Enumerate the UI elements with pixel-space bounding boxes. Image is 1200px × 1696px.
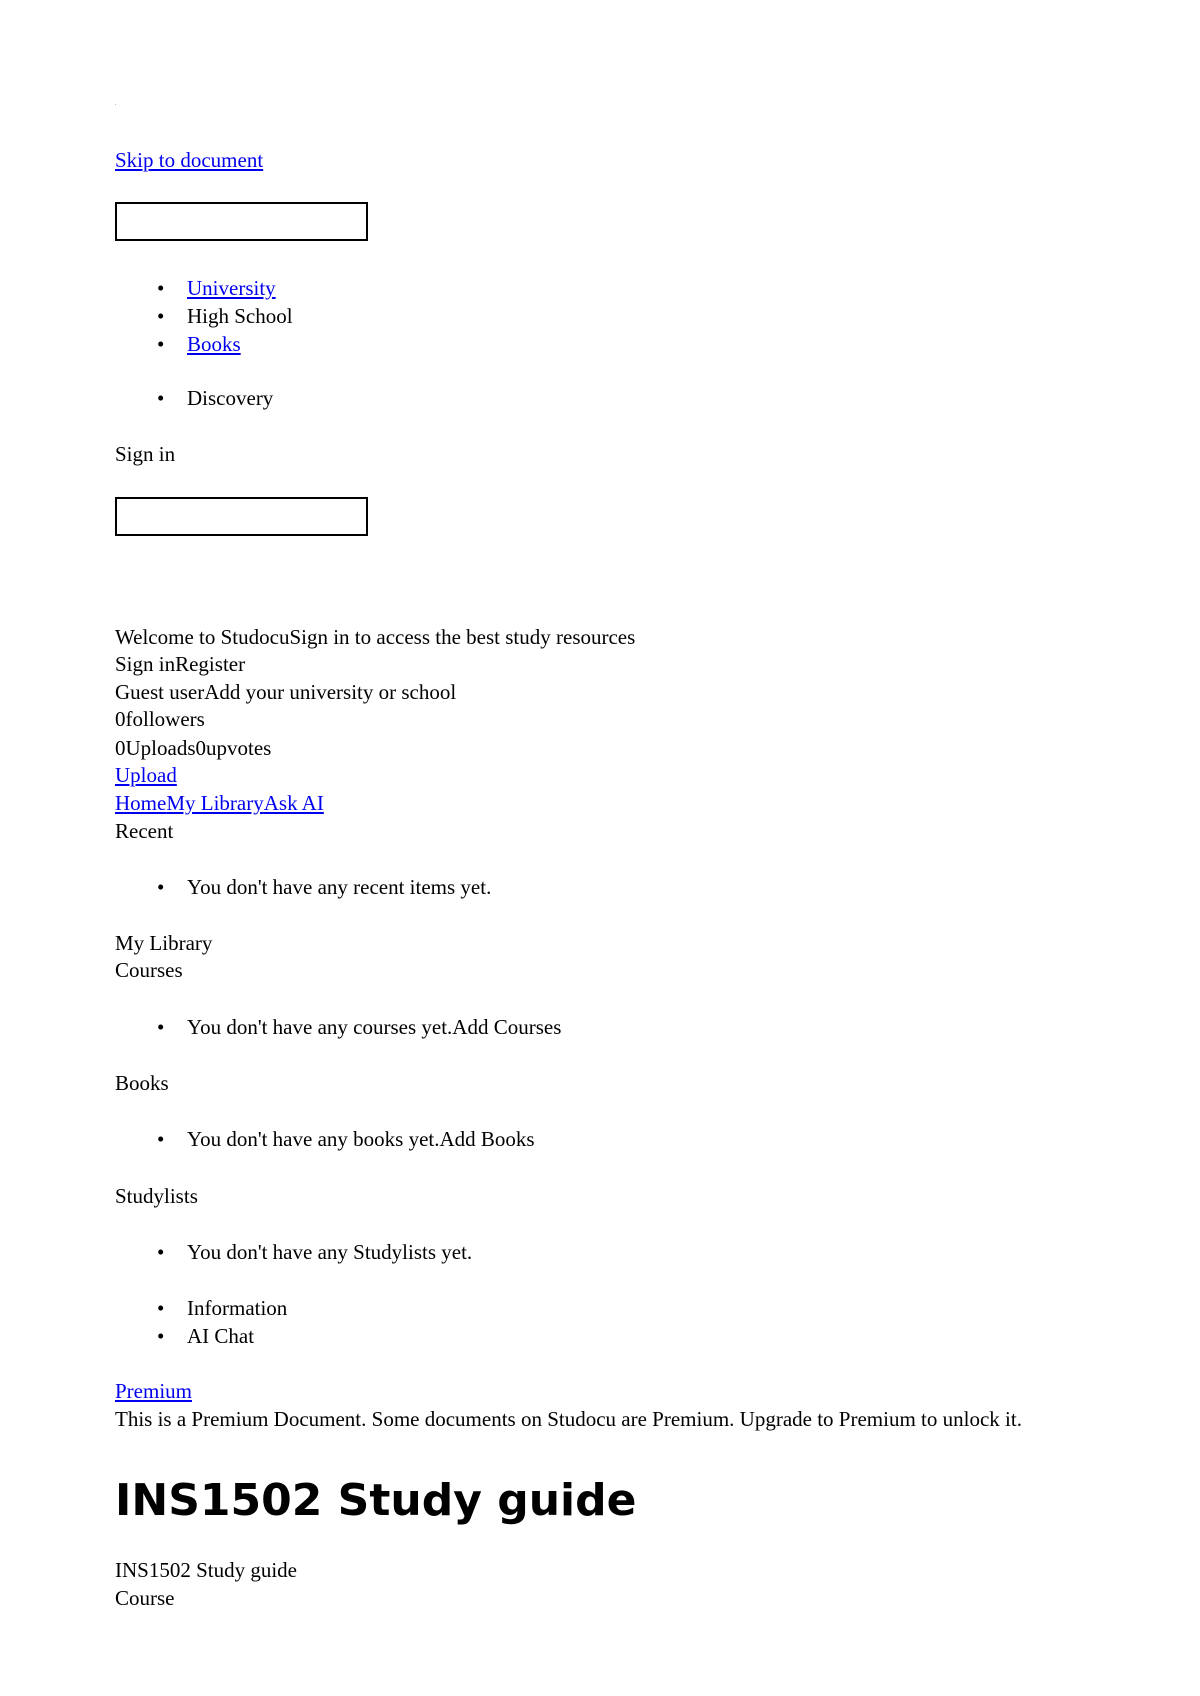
premium-notice: This is a Premium Document. Some documents on Studocu are Premium. Upgrade to Premium to unlock it. <box>115 1407 1022 1431</box>
upload-row <box>115 761 177 789</box>
list-item <box>115 1238 472 1266</box>
nav-label-discovery[interactable]: Discovery <box>187 386 274 410</box>
upload-stats <box>115 734 271 762</box>
document-title: INS1502 Study guide <box>115 1475 637 1526</box>
discovery-nav <box>115 384 273 412</box>
sign-in-button[interactable]: Sign in <box>115 442 176 466</box>
register-button[interactable]: Register <box>175 652 246 676</box>
welcome-title: Welcome to Studocu <box>115 625 290 649</box>
nav-label-high-school: High School <box>187 304 293 328</box>
tab-ai-chat[interactable] <box>115 1322 287 1350</box>
uploads-label: Uploads <box>125 736 196 760</box>
uploads-count: 0 <box>115 736 126 760</box>
logo-placeholder <box>115 104 116 105</box>
nav-item-high-school <box>115 302 293 330</box>
document-subtitle: INS1502 Study guide <box>115 1558 298 1582</box>
books-empty-text: You don't have any books yet. <box>187 1127 440 1151</box>
tab-information-label[interactable]: Information <box>187 1296 288 1320</box>
followers-stat <box>115 705 205 733</box>
list-item <box>115 1125 535 1153</box>
courses-empty-text: You don't have any courses yet. <box>187 1015 453 1039</box>
followers-label: followers <box>125 707 205 731</box>
ask-ai-link[interactable]: Ask AI <box>263 791 324 815</box>
list-item <box>115 873 491 901</box>
courses-list <box>115 1013 561 1041</box>
tab-information[interactable] <box>115 1294 287 1322</box>
tab-ai-chat-label[interactable]: AI Chat <box>187 1324 255 1348</box>
home-link[interactable]: Home <box>115 791 167 815</box>
course-label: Course <box>115 1586 175 1610</box>
premium-row <box>115 1377 192 1405</box>
my-library-heading: My Library <box>115 931 213 955</box>
books-heading: Books <box>115 1071 169 1095</box>
top-nav <box>115 274 293 358</box>
skip-to-document-link[interactable]: Skip to document <box>115 148 264 172</box>
add-courses-button[interactable]: Add Courses <box>452 1015 562 1039</box>
upload-link[interactable]: Upload <box>115 763 177 787</box>
recent-heading: Recent <box>115 819 174 843</box>
add-books-button[interactable]: Add Books <box>439 1127 535 1151</box>
welcome-banner <box>115 623 635 651</box>
add-school-link[interactable]: Add your university or school <box>204 680 457 704</box>
nav-item-discovery[interactable] <box>115 384 273 412</box>
welcome-subtitle: Sign in to access the best study resources <box>289 625 636 649</box>
document-tabs <box>115 1294 287 1350</box>
upvotes-count: 0 <box>195 736 206 760</box>
upvotes-label: upvotes <box>206 736 272 760</box>
list-item <box>115 1013 561 1041</box>
books-list <box>115 1125 535 1153</box>
followers-count: 0 <box>115 707 126 731</box>
search-box[interactable] <box>115 202 368 241</box>
studylists-empty-text: You don't have any Studylists yet. <box>187 1240 473 1264</box>
auth-actions <box>115 650 245 678</box>
nav-link-university[interactable]: University <box>187 276 276 300</box>
premium-link[interactable]: Premium <box>115 1379 192 1403</box>
nav-item-university[interactable] <box>115 274 293 302</box>
recent-list <box>115 873 491 901</box>
auth-sign-in-button[interactable]: Sign in <box>115 652 176 676</box>
main-nav <box>115 789 324 817</box>
user-info <box>115 678 456 706</box>
my-library-link[interactable]: My Library <box>166 791 264 815</box>
nav-link-books[interactable]: Books <box>187 332 241 356</box>
studylists-heading: Studylists <box>115 1184 198 1208</box>
nav-item-books[interactable] <box>115 330 293 358</box>
studylists-list <box>115 1238 472 1266</box>
recent-empty-text: You don't have any recent items yet. <box>187 875 492 899</box>
courses-heading: Courses <box>115 958 183 982</box>
user-name: Guest user <box>115 680 205 704</box>
account-box[interactable] <box>115 497 368 536</box>
